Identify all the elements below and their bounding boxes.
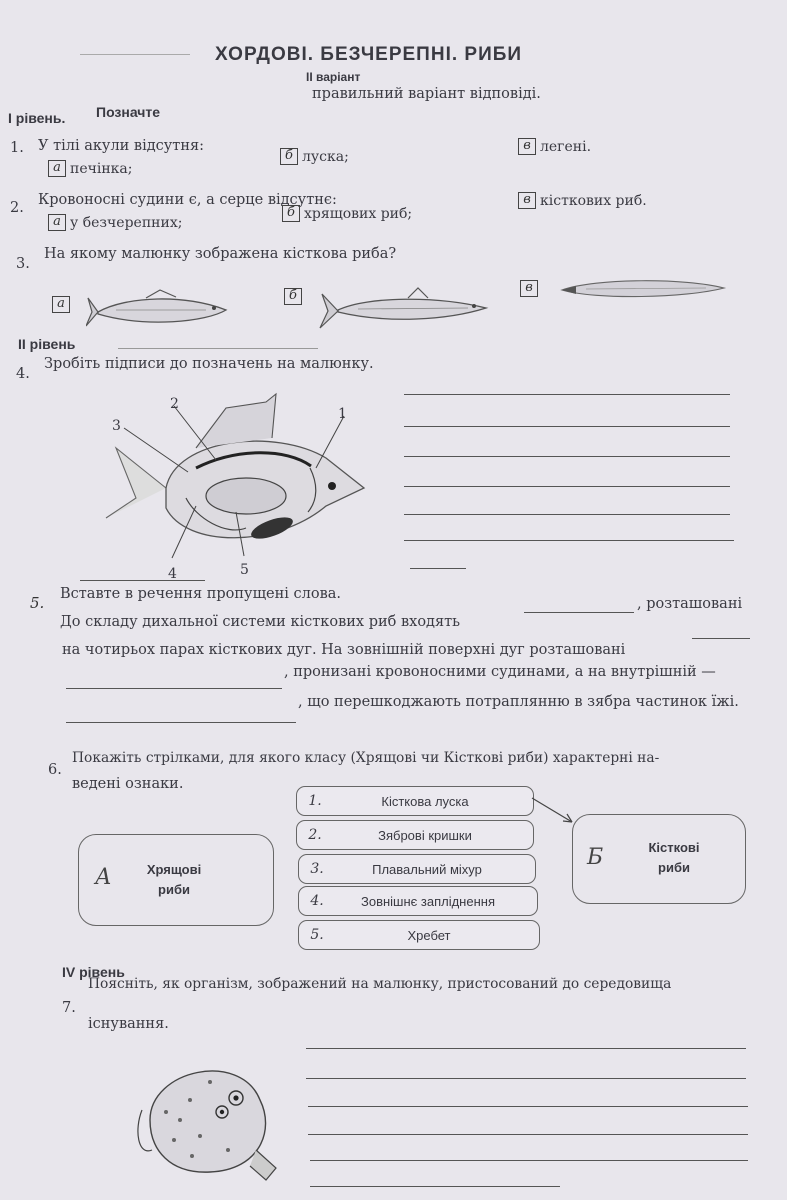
q5-line1-b: , розташовані [637,596,743,612]
q4-text: Зробіть підписи до позначень на малюнку. [44,356,374,372]
feature-3-number: 3. [310,861,324,877]
q3-text: На якому малюнку зображена кісткова риба? [44,246,397,262]
q2-option-c[interactable] [518,192,647,209]
q4-answer-line-4[interactable] [404,486,730,487]
q7-answer-line-2[interactable] [306,1078,746,1079]
feature-2-number: 2. [308,827,322,843]
q7-number: 7. [62,1000,76,1016]
q4-answer-line-7[interactable] [410,568,466,569]
q1-number: 1. [10,140,24,156]
class-b-box[interactable] [572,814,746,904]
q2-text: Кровоносні судини є, а серце відсутнє: [38,192,337,208]
page-title: ХОРДОВІ. БЕЗЧЕРЕПНІ. РИБИ [215,44,523,65]
q2-option-a-box[interactable]: а [48,214,66,231]
q7-text-line1: Поясніть, як організм, зображений на малюнку, пристосований до середовища [88,976,672,992]
feature-1-text: Кісткова луска [381,793,469,809]
q2-option-b-box[interactable]: б [282,205,300,222]
feature-4-text: Зовнішнє запліднення [360,893,495,909]
feature-3-text: Плавальний міхур [372,861,482,877]
q5-blank-3[interactable] [66,688,282,689]
q3-option-c[interactable] [520,276,538,297]
diagram-label-2: 2 [170,396,179,412]
q1-option-b-box[interactable]: б [280,148,298,165]
variant-label: II варіант [306,70,361,84]
q1-option-b[interactable] [280,148,349,165]
feature-4-number: 4. [310,893,324,909]
q3-option-b-box[interactable]: б [284,288,302,305]
q5-line3: , пронизані кровоносними судинами, а на внутрішній — [284,664,716,680]
fish-c-image [556,276,728,302]
diagram-label-4: 4 [168,566,177,582]
level-1-label: І рівень. [8,110,66,126]
fish-b-image [318,284,490,332]
q7-text-line2: існування. [88,1016,169,1032]
q5-intro: Вставте в речення пропущені слова. [60,586,342,602]
class-a-box[interactable] [78,834,274,926]
q5-blank-1[interactable] [524,612,634,613]
q2-option-b-text: хрящових риб; [304,205,413,222]
q7-answer-line-5[interactable] [310,1160,748,1161]
q5-number: 5. [30,594,45,612]
q3-option-c-box[interactable]: в [520,280,538,297]
q3-option-a[interactable] [52,292,70,313]
q1-option-a-text: печінка; [70,160,133,177]
q1-option-c-box[interactable]: в [518,138,536,155]
diagram-label-5: 5 [240,562,249,578]
q7-answer-line-6[interactable] [310,1186,560,1187]
q4-answer-line-2[interactable] [404,426,730,427]
diagram-label-3: 3 [112,418,121,434]
q1-option-a-box[interactable]: а [48,160,66,177]
q2-option-c-text: кісткових риб. [540,192,647,209]
q1-option-c-text: легені. [540,138,592,155]
q5-line2: на чотирьох парах кісткових дуг. На зовнішній поверхні дуг розташовані [62,642,626,658]
fish-anatomy-diagram [96,388,368,568]
level-4-label: IV рівень [62,964,125,980]
feature-5-number: 5. [310,927,324,943]
q2-option-a-text: у безчерепних; [70,214,183,231]
feature-5-text: Хребет [407,927,451,943]
decor-line [118,348,318,349]
feature-1[interactable] [296,786,534,816]
decor-line [80,54,190,55]
diagram-label-1: 1 [338,406,347,422]
q6-text-line1: Покажіть стрілками, для якого класу (Хрящові чи Кісткові риби) характерні на- [72,750,660,766]
level-1-instruction-b: правильний варіант відповіді. [312,86,541,102]
q4-answer-line-6[interactable] [404,540,734,541]
q5-line1-a: До складу дихальної системи кісткових риб входять [60,614,461,630]
fish-a-image [86,288,236,336]
q1-option-c[interactable] [518,138,591,155]
q4-answer-line-5[interactable] [404,514,730,515]
q5-line4: , що перешкоджають потраплянню в зябра частинок їжі. [298,694,739,710]
feature-4[interactable] [298,886,538,916]
q4-answer-line-8[interactable] [80,580,205,581]
level-1-instruction-a: Позначте [96,104,161,120]
q5-blank-2[interactable] [692,638,750,639]
q1-option-a[interactable] [48,160,133,177]
q4-number: 4. [16,366,30,382]
q4-answer-line-3[interactable] [404,456,730,457]
flounder-image [130,1040,280,1190]
q3-option-a-box[interactable]: а [52,296,70,313]
q2-option-b[interactable] [282,205,412,222]
q3-option-b[interactable] [284,284,302,305]
q7-answer-line-3[interactable] [308,1106,748,1107]
q6-number: 6. [48,762,62,778]
q7-answer-line-4[interactable] [308,1134,748,1135]
feature-3[interactable] [298,854,536,884]
class-b-name-line2: риби [658,860,690,875]
q7-answer-line-1[interactable] [306,1048,746,1049]
q2-option-a[interactable] [48,214,182,231]
class-a-letter: А [95,865,112,890]
class-b-name-line1: Кісткові [648,840,700,855]
q1-option-b-text: луска; [302,148,349,165]
q1-text: У тілі акули відсутня: [38,138,205,154]
class-b-letter: Б [587,845,604,870]
q5-blank-4[interactable] [66,722,296,723]
feature-2[interactable] [296,820,534,850]
q2-option-c-box[interactable]: в [518,192,536,209]
class-a-name-line2: риби [158,882,190,897]
feature-1-number: 1. [308,793,322,809]
feature-2-text: Зяброві кришки [378,827,472,843]
q4-answer-line-1[interactable] [404,394,730,395]
class-a-name-line1: Хрящові [146,862,202,877]
level-2-label: ІІ рівень [18,336,76,352]
q6-text-line2: ведені ознаки. [72,776,184,792]
q3-number: 3. [16,256,30,272]
q2-number: 2. [10,200,24,216]
feature-5[interactable] [298,920,540,950]
